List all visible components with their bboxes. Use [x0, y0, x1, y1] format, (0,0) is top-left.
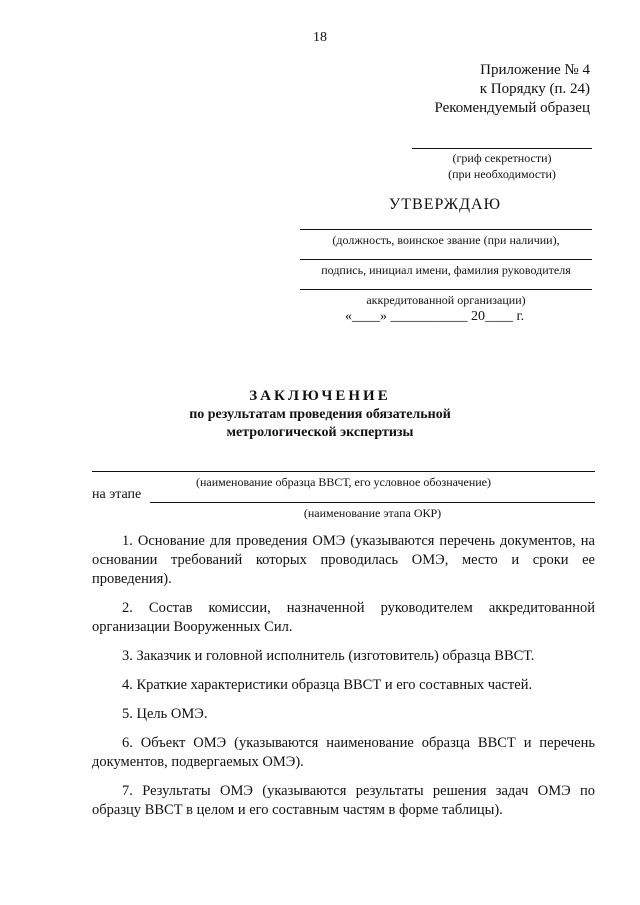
paragraph-6: 6. Объект ОМЭ (указываются наименование образца ВВСТ и перечень документов, подвергаемых ОМЭ).: [92, 735, 595, 770]
paragraph-3: 3. Заказчик и головной исполнитель (изготовитель) образца ВВСТ.: [122, 648, 535, 664]
secrecy-caption-line2: (при необходимости): [448, 167, 556, 181]
paragraph-7: 7. Результаты ОМЭ (указываются результаты решения задач ОМЭ по образцу ВВСТ в целом и его составным частям в форме таблицы).: [92, 783, 595, 818]
appendix-number: Приложение № 4: [480, 62, 590, 78]
approval-line-1: [300, 229, 592, 230]
approval-line-3: [300, 289, 592, 290]
paragraph-2: 2. Состав комиссии, назначенной руководителем аккредитованной организации Вооруженных Сил.: [92, 600, 595, 635]
paragraph-5: 5. Цель ОМЭ.: [122, 706, 208, 722]
conclusion-subtitle: [150, 406, 490, 442]
appendix-reference: к Порядку (п. 24): [479, 81, 590, 97]
appendix-sample-note: Рекомендуемый образец: [434, 100, 590, 116]
sample-name-line: [92, 471, 595, 472]
page-number: 18: [313, 30, 327, 45]
body-text: [92, 532, 595, 830]
paragraph-1: 1. Основание для проведения ОМЭ (указываются перечень документов, на основании требований которых проводилась ОМЭ, место и сроки ее проведения).: [92, 533, 595, 587]
approval-caption-3: аккредитованной организации): [366, 293, 526, 307]
stage-label: на этапе: [92, 487, 142, 502]
approval-caption-1: (должность, воинское звание (при наличии),: [332, 233, 560, 247]
secrecy-caption: [412, 150, 592, 182]
approval-title: УТВЕРЖДАЮ: [388, 196, 502, 213]
sample-name-caption: (наименование образца ВВСТ, его условное обозначение): [195, 475, 492, 489]
conclusion-subtitle-line2: метрологической экспертизы: [226, 425, 414, 440]
stage-caption: (наименование этапа ОКР): [303, 506, 442, 520]
appendix-header: [434, 61, 590, 118]
approval-line-2: [300, 259, 592, 260]
approval-date-line: «____» ___________ 20____ г.: [345, 309, 525, 324]
secrecy-caption-line1: (гриф секретности): [452, 151, 552, 165]
approval-caption-2: подпись, инициал имени, фамилия руководителя: [321, 263, 571, 277]
conclusion-title: ЗАКЛЮЧЕНИЕ: [249, 388, 391, 404]
paragraph-4: 4. Краткие характеристики образца ВВСТ и его составных частей.: [122, 677, 533, 693]
secrecy-line: [412, 148, 592, 149]
conclusion-subtitle-line1: по результатам проведения обязательной: [189, 407, 451, 422]
stage-line: [150, 502, 595, 503]
